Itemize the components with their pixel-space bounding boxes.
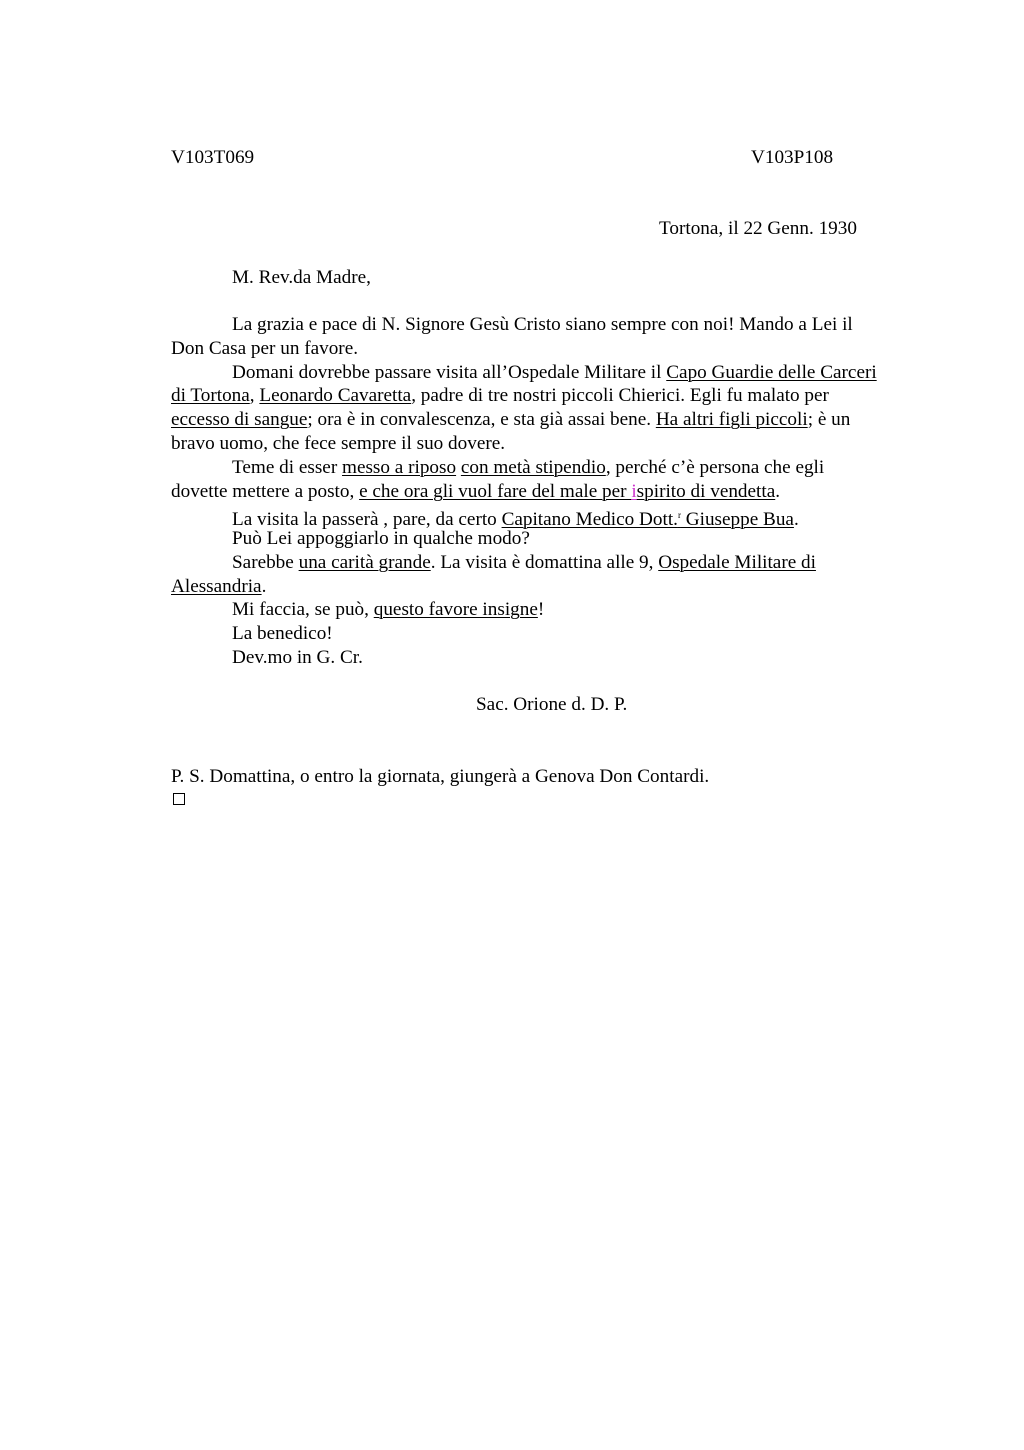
letter-postscript: P. S. Domattina, o entro la giornata, giungerà a Genova Don Contardi. xyxy=(171,766,710,787)
text-run: La visita la passerà , pare, da certo xyxy=(232,509,502,530)
highlighted-letter: i xyxy=(631,481,637,502)
text-run: . xyxy=(775,481,781,502)
document-code-right: V103P108 xyxy=(751,147,834,168)
underlined-text: eccesso di sangue xyxy=(171,409,308,430)
text-run: Teme di esser xyxy=(232,457,343,478)
text-run: ; ora è in convalescenza, e sta già assai bene. xyxy=(307,409,656,430)
underlined-text: spirito di vendetta xyxy=(636,481,776,502)
paragraph-2-line-4: bravo uomo, che fece sempre il suo dovere. xyxy=(171,433,506,454)
text-run: . xyxy=(793,509,799,530)
paragraph-6-line-1 xyxy=(232,551,816,575)
text-run: , xyxy=(249,385,260,406)
underlined-text xyxy=(502,509,794,530)
paragraph-1-line-1: La grazia e pace di N. Signore Gesù Cristo siano sempre con noi! Mando a Lei il xyxy=(232,314,853,335)
underlined-text: Alessandria xyxy=(171,576,262,597)
text-run: Mi faccia, se può, xyxy=(232,599,374,620)
text-run: ; è un xyxy=(807,409,851,430)
underlined-text: questo favore insigne xyxy=(373,599,538,620)
paragraph-3-line-2 xyxy=(171,480,780,504)
underlined-text: una carità grande xyxy=(298,552,431,573)
text-run: ! xyxy=(537,599,545,620)
paragraph-8: La benedico! xyxy=(232,623,333,644)
superscript: r xyxy=(677,510,681,520)
text-run: Giuseppe Bua xyxy=(680,509,794,530)
paragraph-1-line-2: Don Casa per un favore. xyxy=(171,338,359,359)
text-run: , perché c’è persona che egli xyxy=(605,457,825,478)
text-run: Sarebbe xyxy=(232,552,299,573)
underlined-text: e che ora gli vuol fare del male per xyxy=(359,481,632,502)
paragraph-6-line-2 xyxy=(171,575,266,599)
square-symbol-icon xyxy=(173,793,185,805)
paragraph-2-line-2 xyxy=(171,384,829,408)
underlined-text: Ospedale Militare di xyxy=(658,552,816,573)
paragraph-2-line-1 xyxy=(232,361,877,385)
underlined-text: Capo Guardie delle Carceri xyxy=(666,362,877,383)
document-code-left: V103T069 xyxy=(171,147,255,168)
paragraph-3-line-1 xyxy=(232,456,824,480)
paragraph-7 xyxy=(232,598,544,622)
paragraph-2-line-3 xyxy=(171,408,850,432)
paragraph-5: Può Lei appoggiarlo in qualche modo? xyxy=(232,528,530,549)
underlined-text: messo a riposo xyxy=(342,457,457,478)
text-run: . xyxy=(261,576,267,597)
underlined-text: Leonardo Cavaretta xyxy=(259,385,412,406)
letter-date: Tortona, il 22 Genn. 1930 xyxy=(659,218,857,239)
text-run: . La visita è domattina alle 9, xyxy=(430,552,659,573)
text-run: Domani dovrebbe passare visita all’Ospedale Militare il xyxy=(232,362,667,383)
letter-closing: Dev.mo in G. Cr. xyxy=(232,647,363,668)
underlined-text: di Tortona xyxy=(171,385,250,406)
text-run: dovette mettere a posto, xyxy=(171,481,360,502)
letter-salutation: M. Rev.da Madre, xyxy=(232,267,371,288)
underlined-text: Ha altri figli piccoli xyxy=(655,409,808,430)
text-run: , padre di tre nostri piccoli Chierici. Egli fu malato per xyxy=(411,385,829,406)
letter-signature: Sac. Orione d. D. P. xyxy=(476,694,628,715)
text-run: Capitano Medico Dott. xyxy=(501,509,678,530)
underlined-text: con metà stipendio xyxy=(460,457,606,478)
